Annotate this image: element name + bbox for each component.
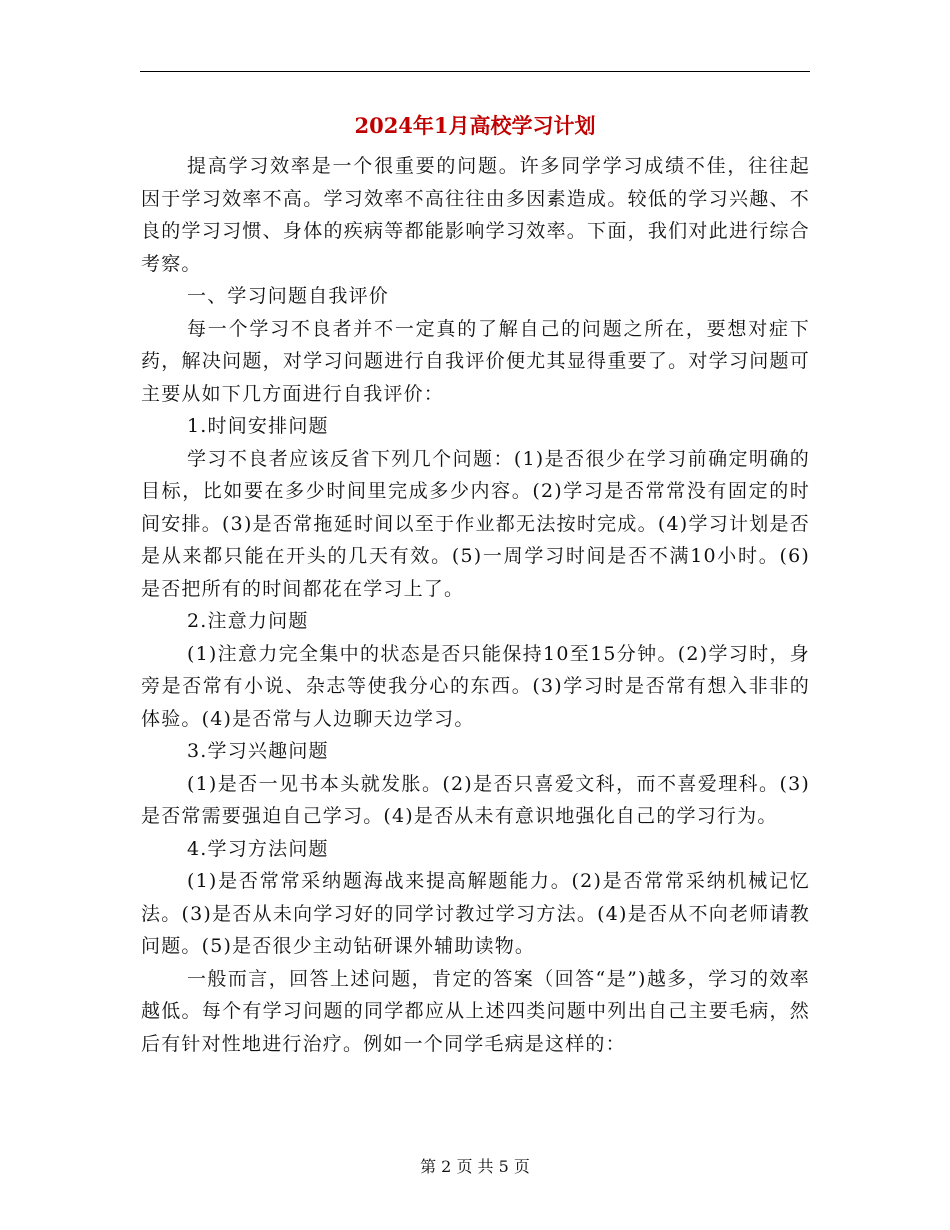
section-heading: 一、学习问题自我评价 xyxy=(187,285,390,307)
paragraph: (1)是否一见书本头就发胀。(2)是否只喜爱文科，而不喜爱理科。(3)是否常需要强迫自己学习。(4)是否从未有意识地强化自己的学习行为。 xyxy=(141,772,810,827)
subsection-heading: 3.学习兴趣问题 xyxy=(187,740,329,762)
paragraph: 每一个学习不良者并不一定真的了解自己的问题之所在，要想对症下药，解决问题，对学习问题进行自我评价便尤其显得重要了。对学习问题可主要从如下几方面进行自我评价： xyxy=(141,317,810,405)
page-footer: 第 2 页 共 5 页 xyxy=(420,1157,530,1176)
paragraph: 一般而言，回答上述问题，肯定的答案（回答“是”)越多，学习的效率越低。每个有学习问题的同学都应从上述四类问题中列出自己主要毛病，然后有针对性地进行治疗。例如一个同学毛病是这样的： xyxy=(141,967,810,1055)
document-title: 2024年1月高校学习计划 xyxy=(354,113,596,138)
document-body xyxy=(141,150,810,1060)
paragraph: (1)是否常常采纳题海战来提高解题能力。(2)是否常常采纳机械记忆法。(3)是否从未向学习好的同学讨教过学习方法。(4)是否从不向老师请教问题。(5)是否很少主动钻研课外辅助读物。 xyxy=(141,870,810,957)
paragraph: 学习不良者应该反省下列几个问题：(1)是否很少在学习前确定明确的目标，比如要在多少时间里完成多少内容。(2)学习是否常常没有固定的时间安排。(3)是否常拖延时间以至于作业都无法按时完成。(4)学习计划是否是从来都只能在开头的几天有效。(5)一周学习时间是否不满10小时。(6)是否把所有的时间都花在学习上了。 xyxy=(141,447,810,600)
paragraph: (1)注意力完全集中的状态是否只能保持10至15分钟。(2)学习时，身旁是否常有小说、杂志等使我分心的东西。(3)学习时是否常有想入非非的体验。(4)是否常与人边聊天边学习。 xyxy=(141,642,810,730)
header-rule xyxy=(140,71,810,72)
intro-paragraph: 提高学习效率是一个很重要的问题。许多同学学习成绩不佳，往往起因于学习效率不高。学习效率不高往往由多因素造成。较低的学习兴趣、不良的学习习惯、身体的疾病等都能影响学习效率。下面，我们对此进行综合考察。 xyxy=(141,155,810,275)
subsection-heading: 4.学习方法问题 xyxy=(187,837,329,860)
subsection-heading: 1.时间安排问题 xyxy=(187,415,329,437)
subsection-heading: 2.注意力问题 xyxy=(187,610,309,632)
